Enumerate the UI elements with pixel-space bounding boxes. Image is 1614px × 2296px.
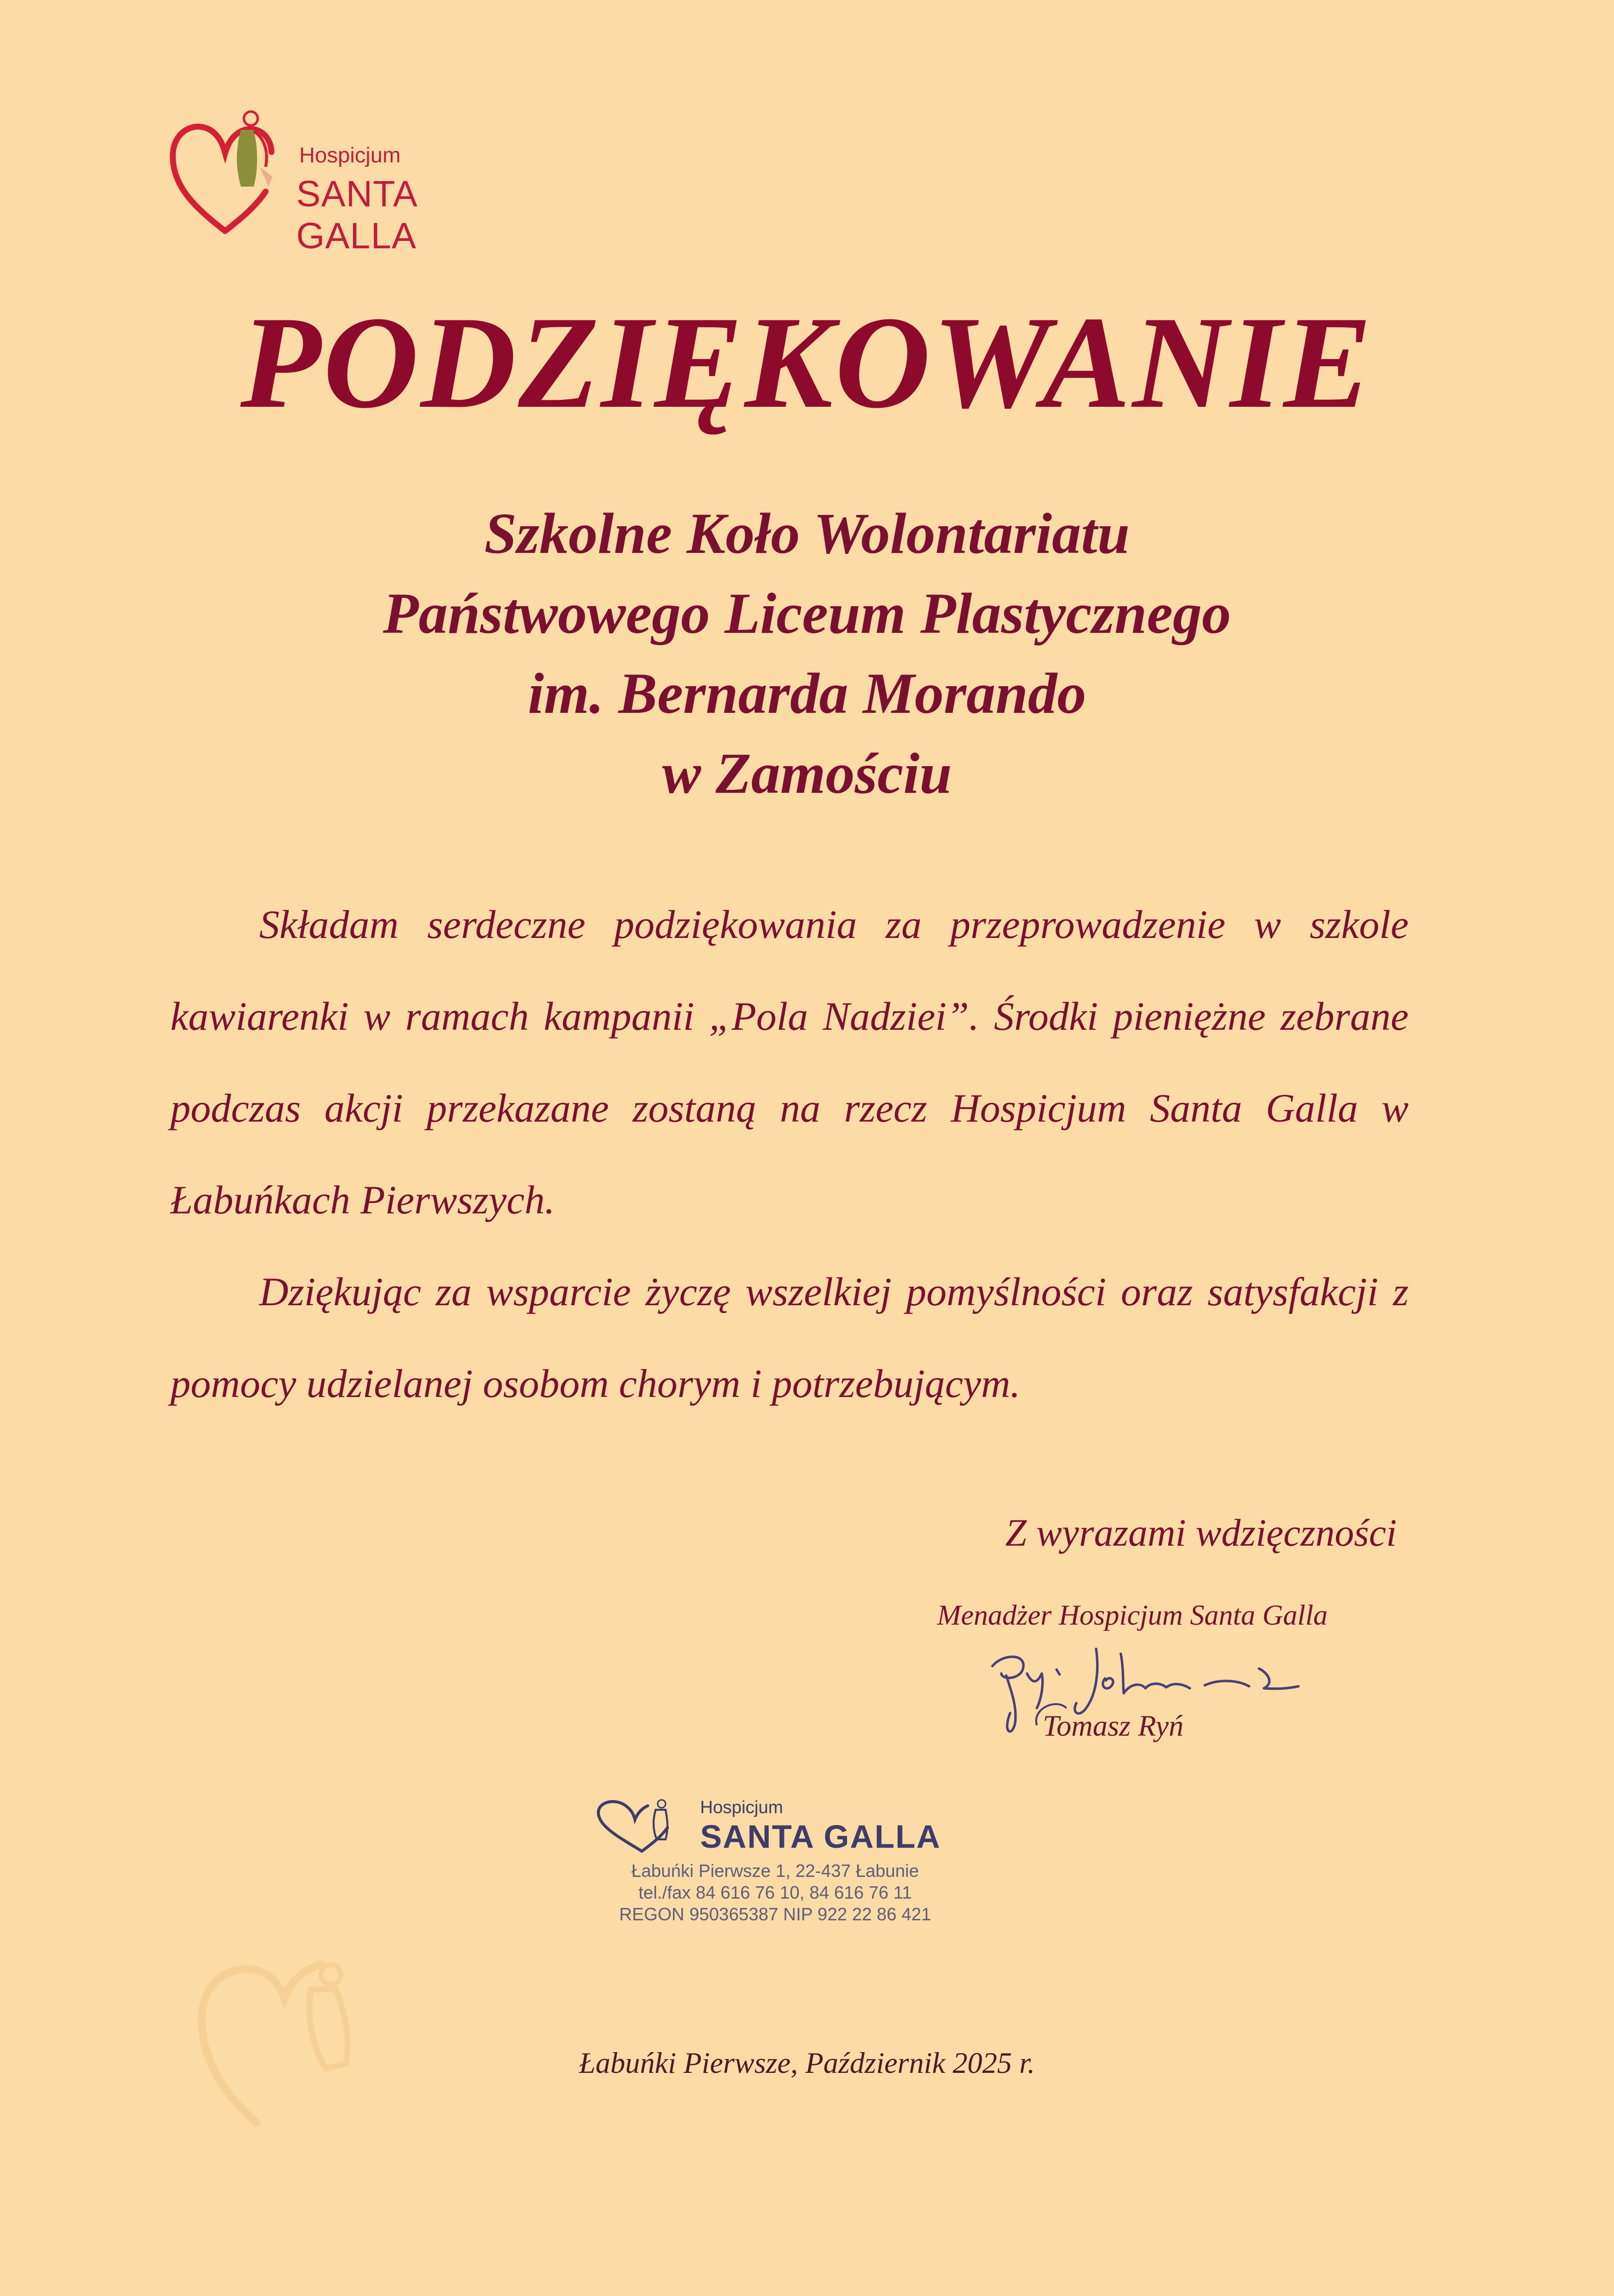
hospice-logo [167, 108, 542, 256]
closing-phrase: Z wyrazami wdzięczności [1005, 1511, 1397, 1554]
stamp-ids: REGON 950365387 NIP 922 22 86 421 [619, 1904, 931, 1924]
heart-hospice-logo-icon [167, 108, 295, 236]
recipient-line: Państwowego Liceum Plastycznego [383, 581, 1231, 646]
hospice-stamp [588, 1797, 963, 1960]
signer-role: Menadżer Hospicjum Santa Galla [937, 1599, 1328, 1631]
stamp-address: Łabuńki Pierwsze 1, 22-437 Łabunie [631, 1861, 919, 1881]
recipient-line: Szkolne Koło Wolontariatu [484, 501, 1130, 566]
letter-body [170, 879, 1409, 1430]
embossed-seal [148, 1866, 454, 2172]
stamp-heart-icon [588, 1797, 696, 1856]
recipient-block [0, 494, 1614, 814]
logo-line-santa-galla: SANTA GALLA [296, 173, 417, 256]
recipient-line: im. Bernarda Morando [527, 661, 1087, 726]
stamp-line-santa-galla: SANTA GALLA [700, 1818, 941, 1855]
logo-line-hospicjum: Hospicjum [299, 143, 401, 167]
body-paragraph: Składam serdeczne podziękowania za przeprowadzenie w szkole kawiarenki w ramach kampanii „Pola Nadziei”. Środki pieniężne zebrane podczas akcji przekazane zostaną na rzecz Hospicjum Santa Galla w Łabuńkach Pierwszych. [170, 902, 1409, 1222]
stamp-phone: tel./fax 84 616 76 10, 84 616 76 11 [638, 1882, 912, 1903]
body-paragraph: Dziękując za wsparcie życzę wszelkiej pomyślności oraz satysfakcji z pomocy udzielanej osobom chorym i potrzebującym. [170, 1269, 1409, 1406]
page-title: PODZIĘKOWANIE [240, 289, 1374, 435]
place-and-date: Łabuńki Pierwsze, Październik 2025 r. [579, 2047, 1035, 2079]
stamp-line-hospicjum: Hospicjum [700, 1797, 784, 1817]
signer-name: Tomasz Ryń [1043, 1710, 1184, 1742]
recipient-line: w Zamościu [662, 741, 952, 806]
